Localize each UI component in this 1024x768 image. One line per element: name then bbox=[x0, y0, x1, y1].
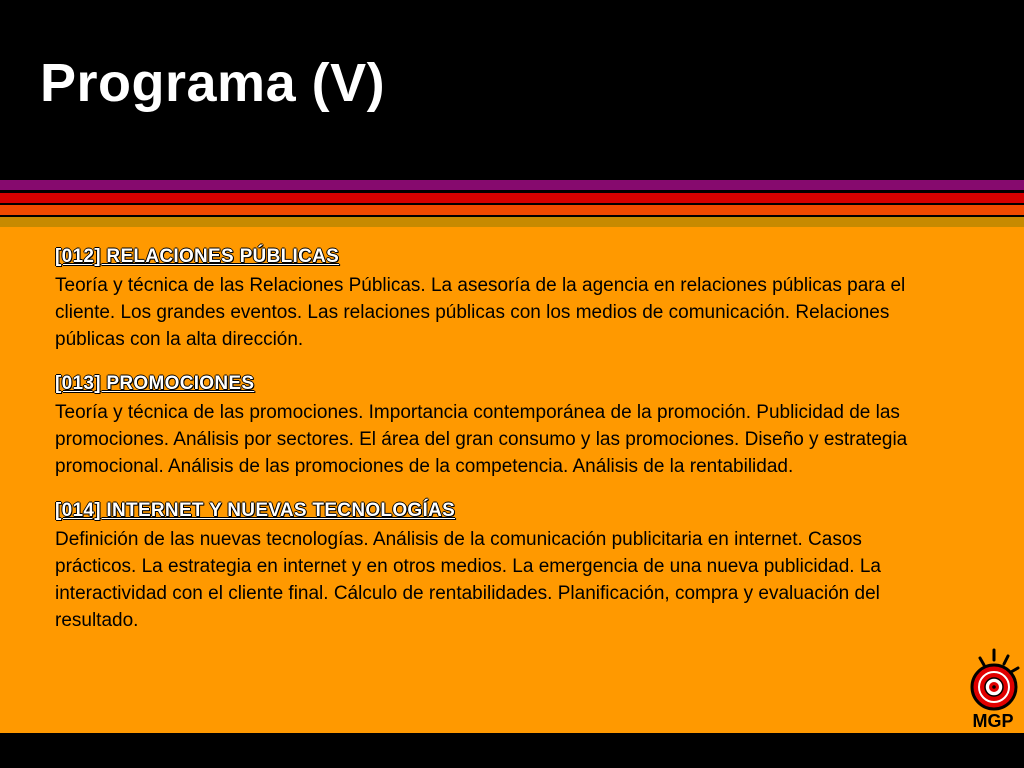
title-bar bbox=[0, 0, 1024, 180]
slide-title: Programa (V) bbox=[40, 53, 386, 113]
section-heading: [014] INTERNET Y NUEVAS TECNOLOGÍAS bbox=[55, 500, 456, 521]
section-heading: [013] PROMOCIONES bbox=[55, 373, 255, 394]
section-body: Definición de las nuevas tecnologías. Análisis de la comunicación publicitaria en internet. Casos prácticos. La estrategia en internet y en otros medios. La emergencia de una nueva publicidad. La interactividad con el cliente final. Cálculo de rentabilidades. Planificación, compra y evaluación del resultado. bbox=[55, 529, 881, 631]
decorative-stripe-olive bbox=[0, 217, 1024, 227]
section-body: Teoría y técnica de las Relaciones Públicas. La asesoría de la agencia en relaciones públicas para el cliente. Los grandes eventos. Las relaciones públicas con los medios de comunicación. Relaciones públicas con la alta dirección. bbox=[55, 275, 906, 350]
mgp-logo bbox=[962, 648, 1024, 733]
section-internet-nuevas-tecnologias bbox=[55, 499, 925, 634]
vinyl-record-logo-icon bbox=[962, 648, 1024, 712]
bottom-bar bbox=[0, 733, 1024, 768]
logo-text: MGP bbox=[972, 711, 1014, 731]
course-sections bbox=[55, 245, 925, 653]
section-relaciones-publicas bbox=[55, 245, 925, 353]
section-body: Teoría y técnica de las promociones. Importancia contemporánea de la promoción. Publicidad de las promociones. Análisis por sectores. El área del gran consumo y las promociones. Diseño y estrategia promocional. Análisis de las promociones de la competencia. Análisis de la rentabilidad. bbox=[55, 402, 908, 477]
decorative-stripe-red bbox=[0, 193, 1024, 203]
decorative-stripe-purple bbox=[0, 180, 1024, 190]
section-promociones bbox=[55, 372, 925, 480]
section-heading: [012] RELACIONES PÚBLICAS bbox=[55, 246, 340, 267]
decorative-stripe-orange-red bbox=[0, 205, 1024, 215]
